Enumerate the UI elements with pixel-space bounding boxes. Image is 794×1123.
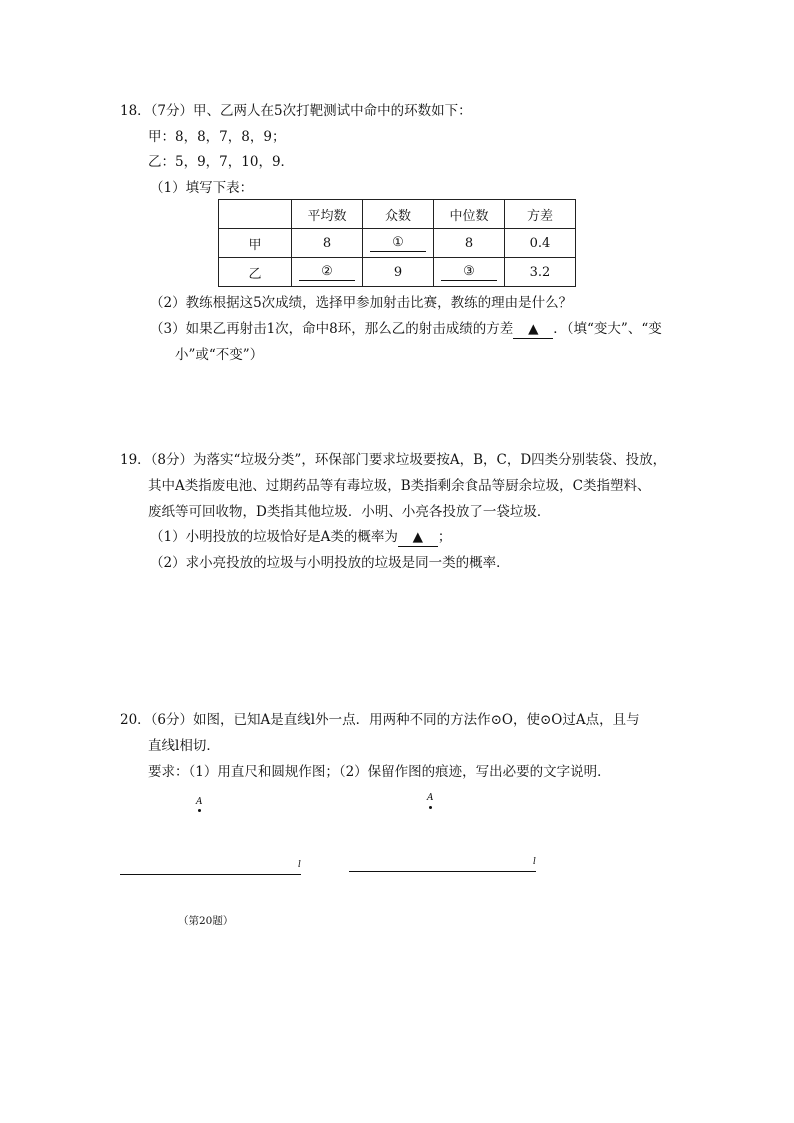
- point-a-1: [198, 809, 201, 812]
- point-a-2: [429, 806, 432, 809]
- q19-part1-text-b: ；: [437, 529, 452, 545]
- q18-part1: （1）填写下表：: [150, 180, 254, 196]
- table-row: [219, 258, 576, 287]
- q18-part3-text-b: ．（填“变大”、“变: [553, 321, 662, 337]
- line-l-1: [120, 874, 301, 875]
- line-l-2: [349, 871, 536, 872]
- table-cell: [434, 258, 505, 287]
- q19-part1: [150, 528, 451, 547]
- blank-1: ①: [370, 235, 426, 252]
- q18-header: 18．（7分）甲、乙两人在5次打靶测试中命中的环数如下：: [120, 103, 472, 119]
- answer-blank: ▲: [513, 320, 553, 339]
- table-row: [219, 229, 576, 258]
- table-cell: 3.2: [505, 258, 576, 287]
- q20-line1: 20．（6分）如图，已知A是直线l外一点．用两种不同的方法作⊙O，使⊙O过A点，且与: [120, 712, 640, 728]
- table-cell: [219, 200, 292, 229]
- line-label-l-2: l: [533, 857, 536, 867]
- table-cell: 0.4: [505, 229, 576, 258]
- table-header-median: 中位数: [434, 200, 505, 229]
- q18-yi-data: 乙：5，9，7，10，9．: [148, 154, 295, 170]
- q19-part2: （2）求小亮投放的垃圾与小明投放的垃圾是同一类的概率．: [150, 555, 510, 571]
- table-cell: 9: [363, 258, 434, 287]
- blank-2: ②: [299, 264, 355, 281]
- table-cell: 甲: [219, 229, 292, 258]
- blank-3: ③: [441, 264, 497, 281]
- q19-part1-text: （1）小明投放的垃圾恰好是A类的概率为: [150, 529, 398, 545]
- point-label-a-1: A: [196, 797, 203, 807]
- stats-table: [218, 199, 576, 287]
- answer-blank: ▲: [398, 528, 438, 547]
- q18-part2: （2）教练根据这5次成绩，选择甲参加射击比赛，教练的理由是什么？: [150, 295, 573, 311]
- q19-line3: 废纸等可回收物，D类指其他垃圾．小明、小亮各投放了一袋垃圾．: [148, 504, 551, 520]
- table-cell: 8: [292, 229, 363, 258]
- table-header-row: [219, 200, 576, 229]
- point-label-a-2: A: [427, 793, 434, 803]
- table-cell: [363, 229, 434, 258]
- q18-part3: [150, 320, 662, 339]
- line-label-l-1: l: [298, 860, 301, 870]
- q18-part3-cont: 小”或“不变”）: [175, 347, 264, 363]
- table-header-mode: 众数: [363, 200, 434, 229]
- q19-line2: 其中A类指废电池、过期药品等有毒垃圾，B类指剩余食品等厨余垃圾，C类指塑料、: [148, 478, 651, 494]
- q20-line2: 直线l相切．: [148, 738, 220, 754]
- q18-part3-text: （3）如果乙再射击1次，命中8环，那么乙的射击成绩的方差: [150, 321, 514, 337]
- table-cell: 8: [434, 229, 505, 258]
- table-cell: 乙: [219, 258, 292, 287]
- q19-line1: 19．（8分）为落实“垃圾分类”，环保部门要求垃圾要按A，B，C，D四类分别装袋、投放，: [120, 452, 667, 468]
- figure-caption: （第20题）: [178, 915, 234, 927]
- q20-line3: 要求：（1）用直尺和圆规作图；（2）保留作图的痕迹，写出必要的文字说明．: [148, 764, 611, 780]
- table-header-variance: 方差: [505, 200, 576, 229]
- table-header-mean: 平均数: [292, 200, 363, 229]
- table-cell: [292, 258, 363, 287]
- q18-jia-data: 甲：8，8，7，8，9；: [148, 129, 286, 145]
